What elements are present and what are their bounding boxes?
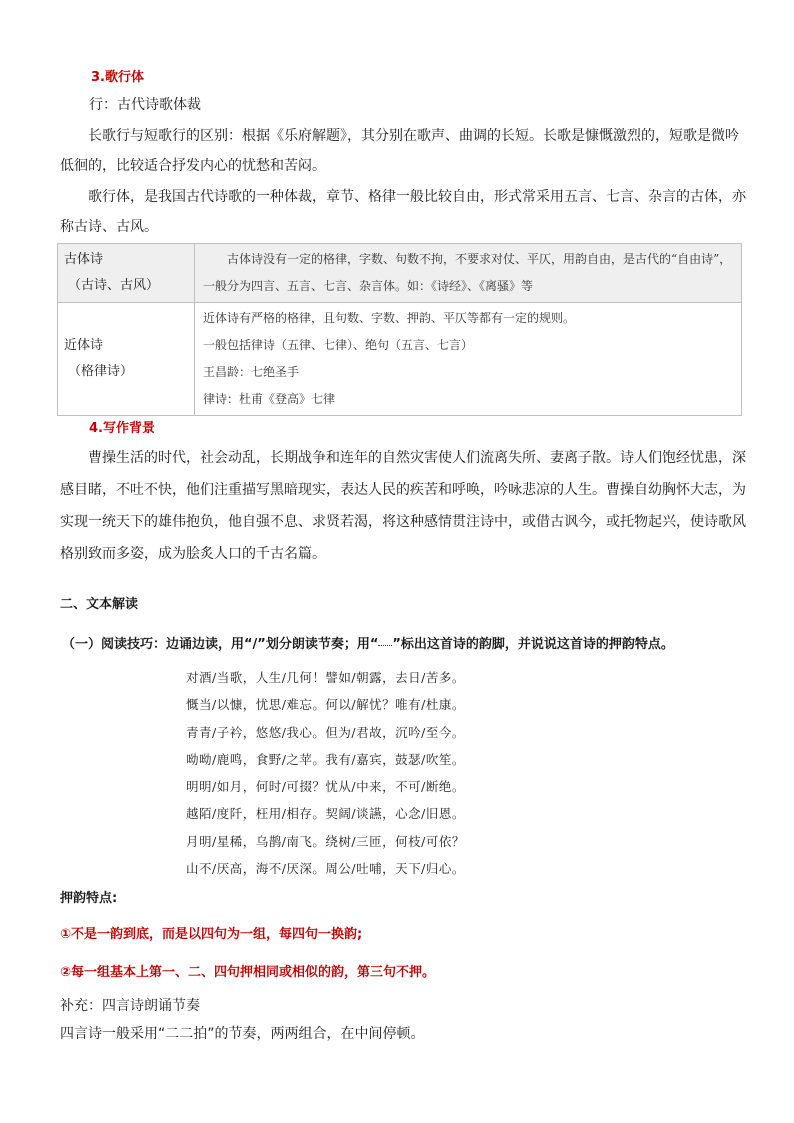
modern-type-sub: （格律诗）	[68, 364, 134, 379]
supplement-text: 四言诗一般采用“二二拍”的节奏，两两组合，在中间停顿。	[60, 1026, 425, 1042]
poem-line: 呦呦/鹿鸣，食野/之苹。我有/嘉宾，鼓瑟/吹笙。	[186, 751, 465, 767]
modern-type-main: 近体诗	[64, 338, 104, 353]
section-4-paragraph: 曹操生活的时代，社会动乱，长期战争和连年的自然灾害使人们流离失所、妻离子散。诗人们饱经忧患，深感目睹，不吐不快，他们注重描写黑暗现实，表达人民的疾苦和呼唤，吟咏悲凉的人生。曹操自幼胸怀大志，为实现一统天下的雄伟抱负，他自强不息、求贤若渴，将这种感情贯注诗中，或借古讽今，或托物起兴，使诗歌风格别致而多姿，成为脍炙人口的千古名篇。	[60, 450, 746, 562]
rhyme-point-2: ②每一组基本上第一、二、四句押相同或相似的韵，第三句不押。	[60, 965, 436, 980]
section-3-paragraph-2: 歌行体，是我国古代诗歌的一种体裁，章节、格律一般比较自由，形式常采用五言、七言、杂言的古体，亦称古诗、古风。	[60, 189, 746, 235]
section-4-title: 4.写作背景	[89, 421, 155, 436]
modern-desc-line: 一般包括律诗（五律、七律）、绝句（五言、七言）	[203, 338, 474, 352]
poem-line: 明明/如月，何时/可掇？忧从/中来，不可/断绝。	[186, 779, 465, 795]
wavy-underline-symbol	[378, 640, 392, 646]
modern-desc-line: 律诗：杜甫《登高》七律	[203, 392, 336, 406]
ancient-desc: 古体诗没有一定的格律，字数、句数不拘，不要求对仗、平仄，用韵自由，是古代的“自由诗”，一般分为四言、五言、七言、杂言体。如：《诗经》、《离骚》等	[203, 252, 732, 293]
cell-modern-type	[58, 303, 195, 416]
cell-ancient-desc	[195, 244, 742, 303]
supplement-title: 补充：四言诗朗诵节奏	[60, 998, 200, 1014]
section-3-title: 3.歌行体	[91, 70, 144, 85]
table-row-ancient	[58, 244, 742, 303]
poem-line: 越陌/度阡，枉用/相存。契阔/谈讌，心念/旧恩。	[186, 806, 465, 822]
poem-line: 对酒/当歌，人生/几何！譬如/朝露，去日/苦多。	[186, 670, 465, 685]
ancient-type-main: 古体诗	[64, 252, 104, 267]
poem-text	[186, 664, 465, 882]
poem-types-table	[57, 243, 742, 416]
poem-line: 青青/子衿，悠悠/我心。但为/君故，沉吟/至今。	[186, 724, 465, 740]
modern-desc-line: 近体诗有严格的格律，且句数、字数、押韵、平仄等都有一定的规则。	[203, 311, 576, 325]
cell-ancient-type	[58, 244, 195, 303]
section-3-paragraph-1: 长歌行与短歌行的区别：根据《乐府解题》，其分别在歌声、曲调的长短。长歌是慷慨激烈的，短歌是微吟低徊的，比较适合抒发内心的忧愁和苦闷。	[60, 128, 739, 174]
section-two-heading: 二、文本解读	[60, 597, 139, 612]
cell-modern-desc	[195, 303, 742, 416]
section-3-line: 行：古代诗歌体裁	[89, 97, 201, 113]
poem-line: 月明/星稀，乌鹊/南飞。绕树/三匝，何枝/可依？	[186, 833, 465, 849]
poem-line: 山不/厌高，海不/厌深。周公/吐哺，天下/归心。	[186, 861, 465, 877]
question-part-2: ”标出这首诗的韵脚，并说说这首诗的押韵特点。	[392, 637, 674, 652]
ancient-type-sub: （古诗、古风）	[68, 278, 160, 293]
modern-desc-line: 王昌龄：七绝圣手	[203, 365, 300, 379]
question-part-1: （一）阅读技巧：边诵边读，用“/”划分朗读节奏；用“	[62, 637, 379, 652]
reading-question	[62, 630, 674, 660]
poem-line: 慨当/以慷，忧思/难忘。何以/解忧？唯有/杜康。	[186, 697, 465, 713]
table-row-modern	[58, 303, 742, 416]
rhyme-label: 押韵特点:	[60, 891, 118, 906]
rhyme-point-1: ①不是一韵到底，而是以四句为一组，每四句一换韵;	[60, 927, 363, 942]
